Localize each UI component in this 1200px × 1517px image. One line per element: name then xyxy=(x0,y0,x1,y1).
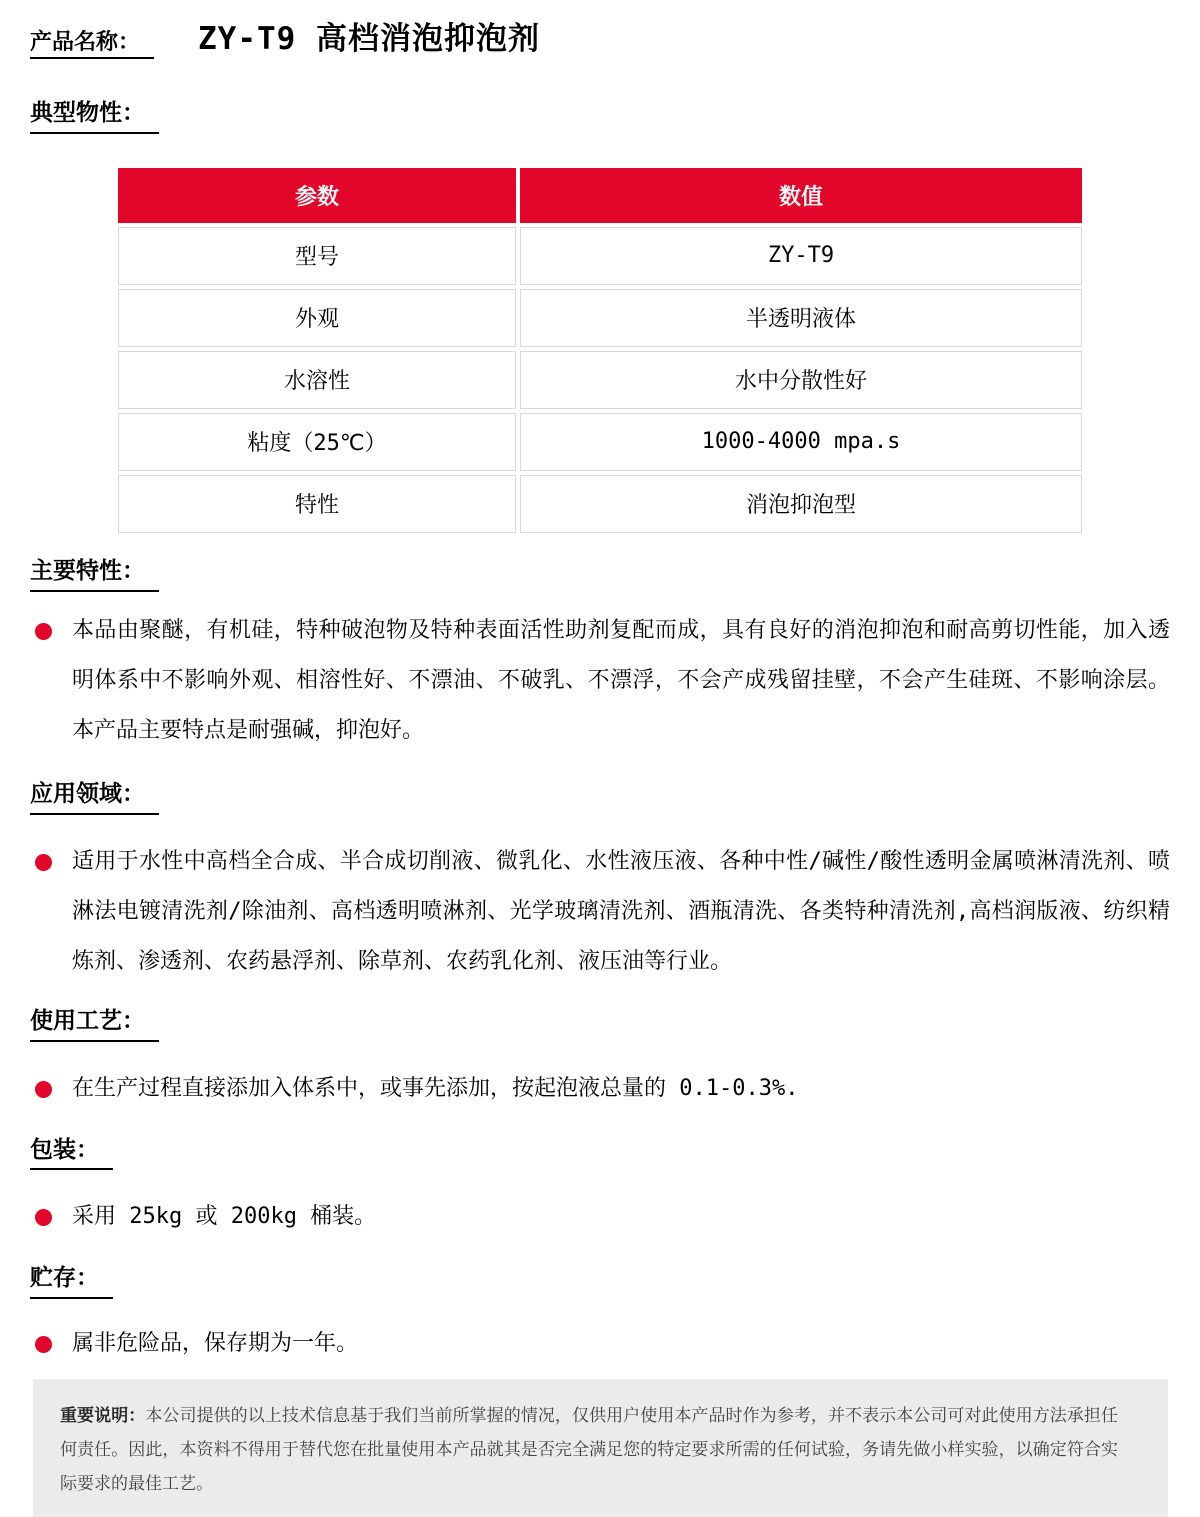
product-name-label: 产品名称： xyxy=(30,32,154,59)
applications-bullet-item xyxy=(30,837,1170,987)
param-cell: 外观 xyxy=(118,289,516,347)
usage-process-bullet-item xyxy=(30,1064,1170,1114)
bullet-icon xyxy=(35,623,52,640)
section-heading-main-features xyxy=(30,557,1200,592)
param-cell: 型号 xyxy=(118,227,516,285)
section-heading-packaging xyxy=(30,1136,1200,1171)
important-notice-box xyxy=(33,1379,1168,1517)
value-cell: 消泡抑泡型 xyxy=(520,475,1082,533)
heading-text: 包装： xyxy=(30,1136,113,1171)
column-header-parameter: 参数 xyxy=(118,168,516,223)
heading-text: 使用工艺： xyxy=(30,1007,159,1042)
param-cell: 特性 xyxy=(118,475,516,533)
storage-bullet-item xyxy=(30,1319,1170,1369)
packaging-text: 采用 25kg 或 200kg 桶装。 xyxy=(72,1204,377,1230)
main-features-bullet-item xyxy=(30,606,1170,756)
param-cell: 粘度（25℃） xyxy=(118,413,516,471)
usage-process-text: 在生产过程直接添加入体系中，或事先添加，按起泡液总量的 0.1-0.3%. xyxy=(72,1075,799,1101)
main-features-text: 本品由聚醚，有机硅，特种破泡物及特种表面活性助剂复配而成，具有良好的消泡抑泡和耐高剪切性能，加入透明体系中不影响外观、相溶性好、不漂油、不破乳、不漂浮，不会产成残留挂壁，不会产生硅斑、不影响涂层。本产品主要特点是耐强碱，抑泡好。 xyxy=(72,617,1170,743)
notice-text: 本公司提供的以上技术信息基于我们当前所掌握的情况，仅供用户使用本产品时作为参考，并不表示本公司可对此使用方法承担任何责任。因此，本资料不得用于替代您在批量使用本产品就其是否完全满足您的特定要求所需的任何试验，务请先做小样实验，以确定符合实际要求的最佳工艺。 xyxy=(60,1406,1118,1495)
value-cell: ZY-T9 xyxy=(520,227,1082,285)
heading-text: 应用领域： xyxy=(30,780,159,815)
heading-text: 贮存： xyxy=(30,1264,113,1299)
value-cell: 水中分散性好 xyxy=(520,351,1082,409)
section-heading-applications xyxy=(30,780,1200,815)
packaging-bullet-item xyxy=(30,1192,1170,1242)
section-heading-storage xyxy=(30,1264,1200,1299)
product-header xyxy=(0,0,1200,59)
properties-table xyxy=(114,164,1086,537)
value-cell: 1000-4000 mpa.s xyxy=(520,413,1082,471)
storage-text: 属非危险品，保存期为一年。 xyxy=(72,1331,359,1357)
heading-text: 典型物性： xyxy=(30,99,159,134)
value-cell: 半透明液体 xyxy=(520,289,1082,347)
bullet-icon xyxy=(35,854,52,871)
table-row-viscosity xyxy=(118,413,1082,471)
bullet-icon xyxy=(35,1209,52,1226)
product-title: ZY-T9 高档消泡抑泡剂 xyxy=(198,21,540,57)
table-row-characteristic xyxy=(118,475,1082,533)
table-row-water-solubility xyxy=(118,351,1082,409)
section-heading-usage-process xyxy=(30,1007,1200,1042)
applications-text: 适用于水性中高档全合成、半合成切削液、微乳化、水性液压液、各种中性/碱性/酸性透明金属喷淋清洗剂、喷淋法电镀清洗剂/除油剂、高档透明喷淋剂、光学玻璃清洗剂、酒瓶清洗、各类特种清洗剂,高档润版液、纺织精炼剂、渗透剂、农药悬浮剂、除草剂、农药乳化剂、液压油等行业。 xyxy=(72,848,1170,974)
table-row-model xyxy=(118,227,1082,285)
section-heading-typical-properties xyxy=(30,99,1200,134)
table-row-appearance xyxy=(118,289,1082,347)
heading-text: 主要特性： xyxy=(30,557,159,592)
column-header-value: 数值 xyxy=(520,168,1082,223)
table-header-row xyxy=(118,168,1082,223)
notice-label: 重要说明： xyxy=(60,1406,146,1427)
bullet-icon xyxy=(35,1081,52,1098)
bullet-icon xyxy=(35,1336,52,1353)
param-cell: 水溶性 xyxy=(118,351,516,409)
